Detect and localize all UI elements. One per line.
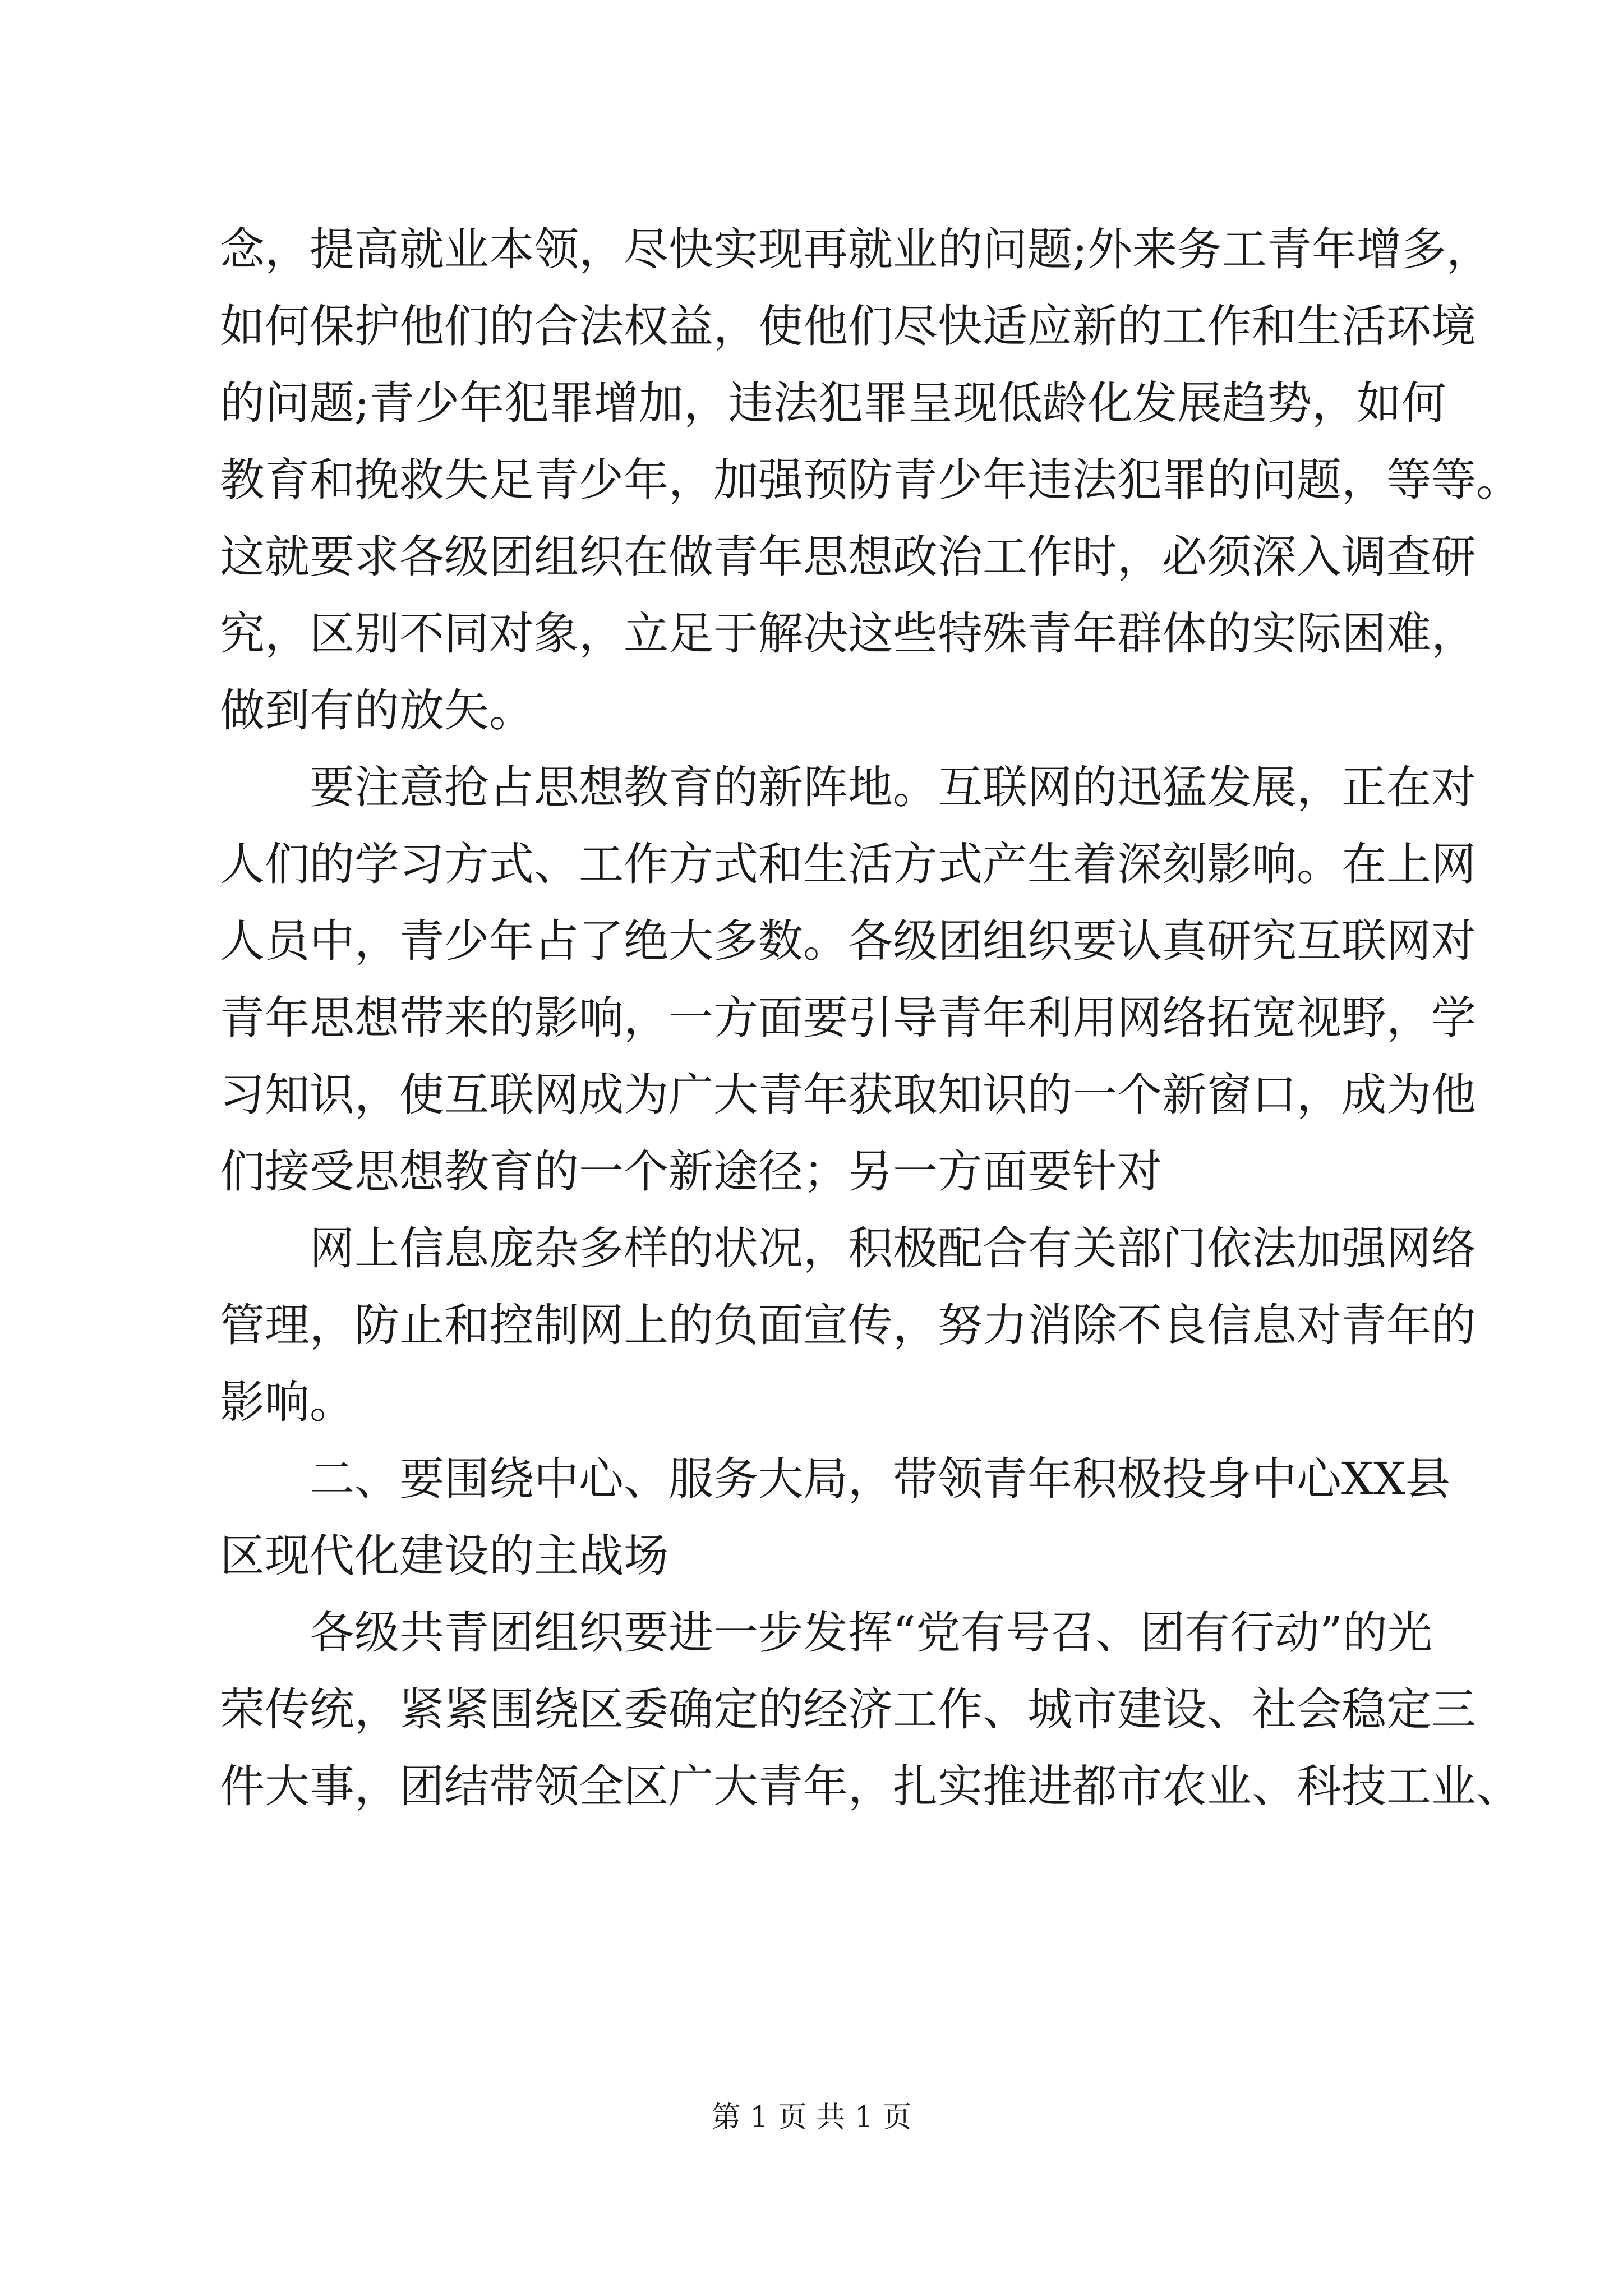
paragraph-2-line-2: 人们的学习方式、工作方式和生活方式产生着深刻影响。在上网 <box>220 838 1476 890</box>
paragraph-3-line-3: 影响。 <box>220 1376 354 1428</box>
page-footer: 第 1 页 共 1 页 <box>711 2101 912 2134</box>
paragraph-4-line-2: 区现代化建设的主战场 <box>220 1530 668 1582</box>
paragraph-1-line-4: 教育和挽救失足青少年，加强预防青少年违法犯罪的问题，等等。 <box>220 454 1521 506</box>
paragraph-3-line-1: 网上信息庞杂多样的状况，积极配合有关部门依法加强网络 <box>310 1222 1476 1274</box>
paragraph-5-line-2: 荣传统，紧紧围绕区委确定的经济工作、城市建设、社会稳定三 <box>220 1683 1476 1736</box>
paragraph-1-line-3: 的问题;青少年犯罪增加，违法犯罪呈现低龄化发展趋势，如何 <box>220 377 1446 429</box>
paragraph-2-line-6: 们接受思想教育的一个新途径；另一方面要针对 <box>220 1145 1162 1198</box>
paragraph-1-line-6: 究，区别不同对象，立足于解决这些特殊青年群体的实际困难， <box>220 608 1476 660</box>
paragraph-1-line-2: 如何保护他们的合法权益，使他们尽快适应新的工作和生活环境 <box>220 300 1476 352</box>
paragraph-2-line-3: 人员中，青少年占了绝大多数。各级团组织要认真研究互联网对 <box>220 915 1476 967</box>
paragraph-3-line-2: 管理，防止和控制网上的负面宣传，努力消除不良信息对青年的 <box>220 1299 1476 1351</box>
paragraph-1-line-5: 这就要求各级团组织在做青年思想政治工作时，必须深入调查研 <box>220 531 1476 583</box>
paragraph-2-line-1: 要注意抢占思想教育的新阵地。互联网的迅猛发展，正在对 <box>310 761 1476 813</box>
paragraph-5-line-3: 件大事，团结带领全区广大青年，扎实推进都市农业、科技工业、 <box>220 1760 1521 1812</box>
paragraph-2-line-5: 习知识，使互联网成为广大青年获取知识的一个新窗口，成为他 <box>220 1069 1476 1121</box>
paragraph-5-line-1: 各级共青团组织要进一步发挥“党有号召、团有行动”的光 <box>310 1607 1432 1659</box>
paragraph-1-line-7: 做到有的放矢。 <box>220 684 534 737</box>
paragraph-4-line-1: 二、要围绕中心、服务大局，带领青年积极投身中心XX县 <box>310 1453 1450 1505</box>
paragraph-2-line-4: 青年思想带来的影响，一方面要引导青年利用网络拓宽视野，学 <box>220 992 1476 1044</box>
paragraph-1-line-1: 念，提高就业本领，尽快实现再就业的问题;外来务工青年增多， <box>220 223 1491 275</box>
